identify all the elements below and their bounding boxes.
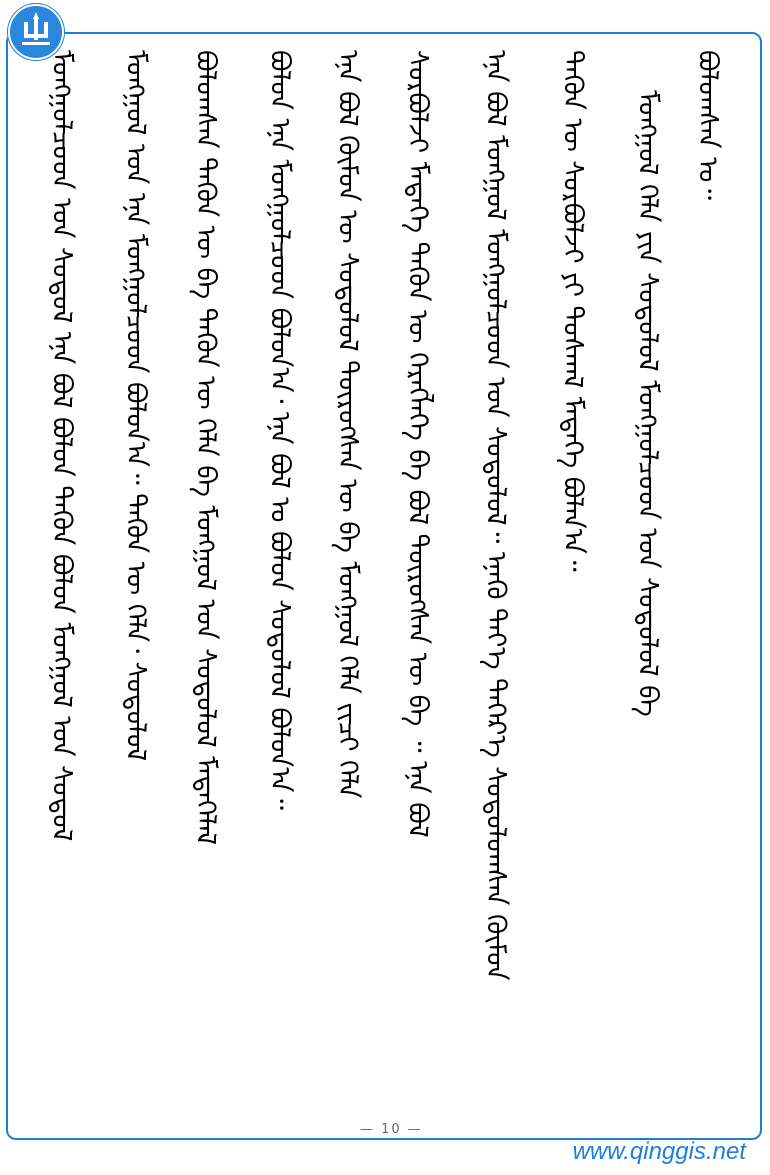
- text-column-10: ᠮᠣᠩᠭᠣᠯᠴᠤᠳ ᠤᠨ ᠰᠤᠳᠤᠯ ᠡᠨᠡ ᠪᠣᠯ ᠪᠣᠯᠤᠨ ᠲᠡᠭᠦᠨ ᠪᠣᠯᠤᠨ ᠮᠣᠩᠭᠣᠯ ᠤᠨ ᠰᠤᠳᠤᠯ: [46, 50, 77, 842]
- text-column-6: ᠡᠨᠡ ᠪᠣᠯ ᠬᠥᠮᠦᠨ ᠦ ᠰᠤᠳᠤᠯᠤᠯ ᠲᠦᠷᠦᠭᠰᠡᠨ ᠦ ᠪᠠ ᠮᠣᠩᠭᠣᠯ ᠬᠡᠯᠡ ᠵᠢᠴᠢ ᠬᠡᠯᠡ: [332, 50, 363, 799]
- site-url-link[interactable]: www.qinggis.net: [572, 1138, 746, 1165]
- text-column-2: ᠮᠣᠩᠭᠣᠯ ᠬᠡᠯᠡ ᠶᠢᠨ ᠰᠤᠳᠤᠯᠤᠯ ᠮᠣᠩᠭᠣᠯᠴᠤᠳ ᠤᠨ ᠰᠤᠳᠤᠯᠤᠯ ᠪᠠ: [632, 90, 663, 717]
- text-column-4: ᠡᠨᠡ ᠪᠣᠯ ᠮᠣᠩᠭᠣᠯ ᠮᠣᠩᠭᠣᠯᠴᠤᠳ ᠤᠨ ᠰᠤᠳᠤᠯᠤᠯ᠃ ᠡᠨᠡᠬᠦ ᠲᠡᠶ᠎ᠡ ᠳᠡᠭᠡᠷ᠎ᠡ ᠰᠤᠳᠤᠯᠤᠭᠰᠠᠨ ᠬᠥᠮᠦᠨ: [480, 50, 511, 981]
- text-column-1: ᠪᠣᠯᠤᠭᠰᠠᠨ ᠤ᠃: [692, 50, 723, 201]
- text-column-5: ᠰᠤᠷᠪᠤᠯᠵᠢ ᠮᠡᠳᠡᠭᠡ ᠲᠡᠭᠦᠨ ᠦ ᠬᠡᠷᠡᠭᠯᠡᠭᠡ ᠪᠠ ᠪᠣᠯ ᠲᠦᠷᠦᠭᠰᠡᠨ ᠦ ᠪᠠ ᠃ ᠡᠨᠡ ᠪᠣᠯ: [402, 50, 433, 838]
- text-column-9: ᠮᠣᠩᠭᠣᠯ ᠤᠨ ᠡᠨᠡ ᠮᠣᠩᠭᠣᠯᠴᠤᠳ ᠪᠣᠯᠤᠨ᠎ᠠ᠃ ᠲᠡᠭᠦᠨ ᠦ ᠬᠡᠯᠡ᠂ ᠰᠤᠳᠤᠯᠤᠯ: [120, 50, 151, 762]
- text-column-7: ᠪᠣᠯᠤᠨ ᠡᠨᠡ ᠮᠣᠩᠭᠣᠯᠴᠤᠳ ᠪᠣᠯᠤᠨ᠎ᠠ᠂ ᠡᠨᠡ ᠪᠣᠯ ᠤ ᠪᠣᠯᠤᠨ ᠰᠤᠳᠤᠯᠤᠯ ᠪᠣᠯᠤᠨ᠎ᠠ᠃: [264, 50, 295, 811]
- text-column-3: ᠲᠡᠭᠦᠨ ᠦ ᠰᠤᠷᠪᠤᠯᠵᠢ ᠶᠢ ᠲᠤᠰᠬᠠᠯ ᠮᠡᠳᠡᠭᠡ ᠪᠣᠯᠠᠨ᠎ᠠ᠃: [557, 50, 588, 572]
- text-column-8: ᠪᠣᠯᠤᠭᠰᠠᠨ ᠲᠡᠭᠦᠨ ᠦ ᠪᠠ ᠲᠡᠭᠦᠨ ᠦ ᠬᠡᠯᠡ ᠪᠠ ᠮᠣᠩᠭᠣᠯ ᠤᠨ ᠰᠤᠳᠤᠯᠤᠯ ᠮᠡᠳᠡᠭᠡᠯᠡᠯ: [190, 50, 221, 846]
- page-number: — 10 —: [360, 1122, 423, 1137]
